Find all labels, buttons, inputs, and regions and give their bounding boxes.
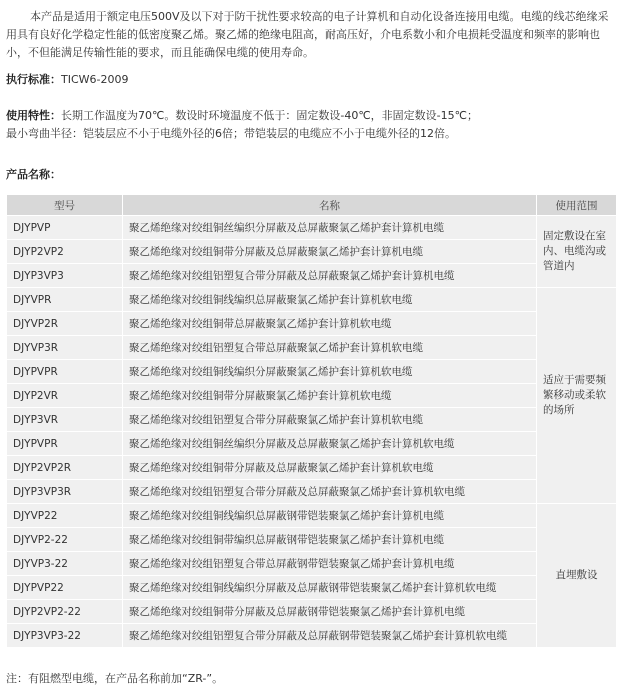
intro-paragraph: 本产品是适用于额定电压500V及以下对于防干扰性要求较高的电子计算机和自动化设备连接用电缆。电缆的线芯绝缘采用具有良好化学稳定性能的低密度聚乙烯。聚乙烯的绝缘电阻高，耐高压好，介电系数小和介电损耗受温度和频率的影响也小，不但能满足传输性能的要求，而且能确保电缆的使用寿命。 — [6, 10, 609, 59]
model-cell: DJYP2VP2R — [7, 456, 123, 480]
model-cell: DJYVP2-22 — [7, 528, 123, 552]
performance-line-2: 最小弯曲半径：铠装层应不小于电缆外径的6倍；带铠装层的电缆应不小于电缆外径的12倍。 — [6, 127, 456, 140]
table-header-row — [7, 195, 617, 216]
footnote: 注：有阻燃型电缆，在产品名称前加“ZR-”。 — [6, 672, 224, 685]
name-cell: 聚乙烯绝缘对绞组铜带分屏蔽及总屏蔽聚氯乙烯护套计算机软电缆 — [123, 456, 537, 480]
header-name: 名称 — [123, 195, 537, 216]
name-cell: 聚乙烯绝缘对绞组铝塑复合带分屏蔽及总屏蔽钢带铠装聚氯乙烯护套计算机软电缆 — [123, 624, 537, 648]
performance-label: 使用特性： — [6, 109, 61, 122]
name-cell: 聚乙烯绝缘对绞组铜带总屏蔽聚氯乙烯护套计算机软电缆 — [123, 312, 537, 336]
name-cell: 聚乙烯绝缘对绞组铜线编织分屏蔽聚氯乙烯护套计算机软电缆 — [123, 360, 537, 384]
table-row — [7, 288, 617, 312]
name-cell: 聚乙烯绝缘对绞组铜带分屏蔽及总屏蔽聚氯乙烯护套计算机电缆 — [123, 240, 537, 264]
table-row — [7, 264, 617, 288]
table-row — [7, 360, 617, 384]
model-cell: DJYP2VP2-22 — [7, 600, 123, 624]
product-table — [6, 194, 617, 648]
name-cell: 聚乙烯绝缘对绞组铝塑复合带分屏蔽聚氯乙烯护套计算机软电缆 — [123, 408, 537, 432]
table-row — [7, 240, 617, 264]
model-cell: DJYPVP22 — [7, 576, 123, 600]
name-cell: 聚乙烯绝缘对绞组铜线编织总屏蔽钢带铠装聚氯乙烯护套计算机电缆 — [123, 504, 537, 528]
table-row — [7, 576, 617, 600]
model-cell: DJYVPR — [7, 288, 123, 312]
model-cell: DJYVP2R — [7, 312, 123, 336]
table-row — [7, 552, 617, 576]
model-cell: DJYVP22 — [7, 504, 123, 528]
table-row — [7, 528, 617, 552]
usage-cell: 适应于需要频繁移动或柔软的场所 — [537, 288, 617, 504]
table-row — [7, 216, 617, 240]
performance-line-1 — [6, 107, 478, 125]
header-usage: 使用范围 — [537, 195, 617, 216]
table-row — [7, 504, 617, 528]
name-cell: 聚乙烯绝缘对绞组铜带分屏蔽聚氯乙烯护套计算机软电缆 — [123, 384, 537, 408]
table-row — [7, 432, 617, 456]
model-cell: DJYPVPR — [7, 432, 123, 456]
standard-label: 执行标准： — [6, 73, 61, 86]
model-cell: DJYP3VP3 — [7, 264, 123, 288]
model-cell: DJYPVP — [7, 216, 123, 240]
table-row — [7, 480, 617, 504]
model-cell: DJYP2VP2 — [7, 240, 123, 264]
table-row — [7, 408, 617, 432]
name-cell: 聚乙烯绝缘对绞组铜线编织总屏蔽聚氯乙烯护套计算机软电缆 — [123, 288, 537, 312]
usage-cell: 固定敷设在室内、电缆沟或管道内 — [537, 216, 617, 288]
performance-text-1: 长期工作温度为70℃。数设时环境温度不低于：固定数设-40℃，非固定数设-15℃； — [61, 109, 478, 122]
table-row — [7, 624, 617, 648]
name-cell: 聚乙烯绝缘对绞组铝塑复合带总屏蔽钢带铠装聚氯乙烯护套计算机电缆 — [123, 552, 537, 576]
standard-value: TICW6-2009 — [61, 73, 129, 86]
model-cell: DJYPVPR — [7, 360, 123, 384]
name-cell: 聚乙烯绝缘对绞组铜带编织总屏蔽钢带铠装聚氯乙烯护套计算机电缆 — [123, 528, 537, 552]
name-cell: 聚乙烯绝缘对绞组铝塑复合带总屏蔽聚氯乙烯护套计算机软电缆 — [123, 336, 537, 360]
table-row — [7, 600, 617, 624]
name-cell: 聚乙烯绝缘对绞组铝塑复合带分屏蔽及总屏蔽聚氯乙烯护套计算机电缆 — [123, 264, 537, 288]
product-title: 产品名称： — [6, 168, 61, 181]
model-cell: DJYP3VP3-22 — [7, 624, 123, 648]
model-cell: DJYP2VR — [7, 384, 123, 408]
name-cell: 聚乙烯绝缘对绞组铜线编织分屏蔽及总屏蔽钢带铠装聚氯乙烯护套计算机软电缆 — [123, 576, 537, 600]
model-cell: DJYVP3R — [7, 336, 123, 360]
model-cell: DJYP3VP3R — [7, 480, 123, 504]
usage-cell: 直埋敷设 — [537, 504, 617, 648]
standard-line — [6, 71, 128, 89]
table-row — [7, 384, 617, 408]
name-cell: 聚乙烯绝缘对绞组铝塑复合带分屏蔽及总屏蔽聚氯乙烯护套计算机软电缆 — [123, 480, 537, 504]
table-row — [7, 456, 617, 480]
header-model: 型号 — [7, 195, 123, 216]
name-cell: 聚乙烯绝缘对绞组铜丝编织分屏蔽及总屏蔽聚氯乙烯护套计算机电缆 — [123, 216, 537, 240]
model-cell: DJYVP3-22 — [7, 552, 123, 576]
name-cell: 聚乙烯绝缘对绞组铜丝编织分屏蔽及总屏蔽聚氯乙烯护套计算机软电缆 — [123, 432, 537, 456]
table-row — [7, 312, 617, 336]
table-row — [7, 336, 617, 360]
model-cell: DJYP3VR — [7, 408, 123, 432]
name-cell: 聚乙烯绝缘对绞组铜带分屏蔽及总屏蔽钢带铠装聚氯乙烯护套计算机电缆 — [123, 600, 537, 624]
